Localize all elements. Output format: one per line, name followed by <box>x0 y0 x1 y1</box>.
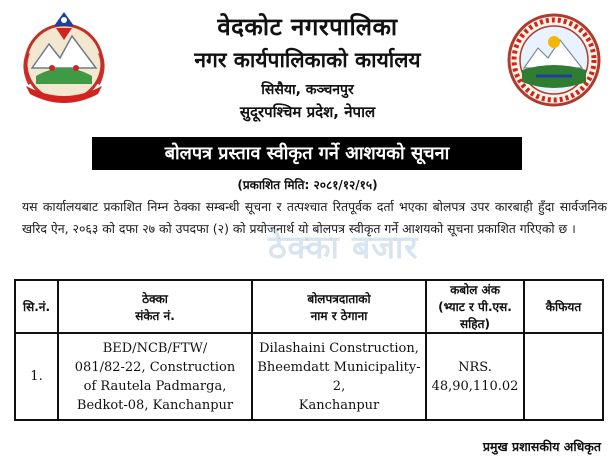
header-bidder <box>252 280 426 333</box>
contract-line: Bedkot-08, Kanchanpur <box>76 397 234 413</box>
signature-title: प्रमुख प्रशासकीय अधिकृत <box>482 439 601 454</box>
office-location: सिसैया, कञ्चनपुर <box>261 82 354 98</box>
watermark: ठेक्का बजार <box>268 228 419 266</box>
header-contract-line: ठेक्का <box>142 291 168 306</box>
header-amount-line: (भ्याट र पी.एस. <box>438 300 512 314</box>
header-sn-label: सि.नं. <box>23 300 50 314</box>
cell-amount <box>426 333 524 420</box>
bidder-line: Dilashaini Construction, <box>259 340 419 356</box>
bidder-line: Kanchanpur <box>298 397 380 413</box>
notice-title: बोलपत्र प्रस्ताव स्वीकृत गर्ने आशयको सूचना <box>92 137 522 170</box>
header-amount <box>426 280 524 333</box>
cell-remarks <box>524 333 603 420</box>
header-amount-line: कबोल अंक <box>450 283 500 297</box>
published-date: (प्रकाशित मिति: २०८१/१२/१५) <box>237 178 378 192</box>
header-contract-line: संकेत नं. <box>135 308 175 323</box>
bidder-line: Bheemdatt Municipality-2, <box>257 359 421 394</box>
row-sn: 1. <box>30 369 43 384</box>
table-row <box>15 333 603 420</box>
amount-line: 48,90,110.02 <box>431 378 519 394</box>
office-name: नगर कार्यपालिकाको कार्यालय <box>194 48 421 72</box>
contract-line: 081/82-22, Construction <box>74 359 236 375</box>
header-bidder-line: बोलपत्रदाताको <box>307 291 371 306</box>
contract-line: of Rautela Padmarga, <box>83 378 227 394</box>
cell-contract <box>58 333 252 420</box>
cell-sn <box>15 333 58 420</box>
contract-line: BED/NCB/FTW/ <box>102 340 208 356</box>
header-remarks <box>524 280 603 333</box>
table-header-row <box>15 280 603 333</box>
header-remarks-label: कैफियत <box>545 300 582 314</box>
cell-bidder <box>252 333 426 420</box>
header-bidder-line: नाम र ठेगाना <box>310 308 368 323</box>
header-amount-line: सहित) <box>460 317 490 331</box>
header-sn <box>15 280 58 333</box>
notice-body: यस कार्यालयबाट प्रकाशित निम्न ठेक्का सम्बन्धी सूचना र तत्पश्चात रितपूर्वक दर्ता भएका बोलपत्र उपर कारबाही हुँदा सार्वजनिक खरिद ऐन, २०६३ को दफा २७ को उपदफा (२) को प्रयोजनार्थ यो बोलपत्र स्वीकृत गर्ने आशयको सूचना प्रकाशित गरिएको छ । <box>22 199 607 236</box>
municipality-name: वेदकोट नगरपालिका <box>217 13 398 41</box>
bid-acceptance-table <box>14 279 604 421</box>
province-name: सुदूरपश्चिम प्रदेश, नेपाल <box>239 103 376 121</box>
header-contract <box>58 280 252 333</box>
amount-line: NRS. <box>458 359 492 375</box>
